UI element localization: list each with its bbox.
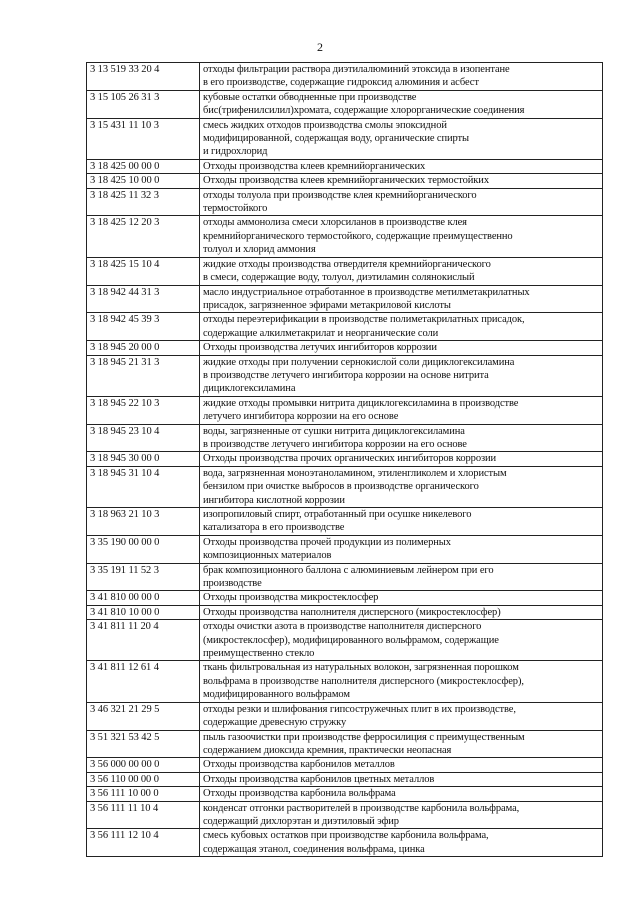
waste-code-cell: 3 15 431 11 10 3 [87,118,200,159]
waste-code-cell: 3 41 811 12 61 4 [87,661,200,702]
waste-description-cell: Отходы производства прочих органических ингибиторов коррозии [200,452,603,466]
page-number: 2 [317,40,323,54]
waste-description-cell: воды, загрязненные от сушки нитрита дициклогексиламина в производстве летучего ингибитора коррозии на его основе [200,424,603,452]
waste-description-cell: жидкие отходы при получении сернокислой соли дициклогексиламина в производстве летучего ингибитора коррозии на основе нитрита дициклогексиламина [200,355,603,396]
waste-description-cell: масло индустриальное отработанное в производстве метилметакрилатных присадок, загрязненное эфирами метакриловой кислоты [200,285,603,313]
waste-description-cell: изопропиловый спирт, отработанный при осушке никелевого катализатора в его производстве [200,508,603,536]
table-row [87,396,603,424]
waste-code-cell: 3 56 111 11 10 4 [87,801,200,829]
waste-code-cell: 3 41 810 10 00 0 [87,605,200,619]
waste-description-cell: конденсат отгонки растворителей в производстве карбонила вольфрама, содержащий дихлорэтан и диэтиловый эфир [200,801,603,829]
table-row [87,591,603,605]
waste-description-cell: отходы аммонолиза смеси хлорсиланов в производстве клея кремнийорганического термостойкого, содержащие преимущественно толуол и хлорид аммония [200,216,603,257]
waste-description-cell: пыль газоочистки при производстве ферросилиция с преимущественным содержанием диоксида кремния, практически неопасная [200,730,603,758]
waste-code-cell: 3 51 321 53 42 5 [87,730,200,758]
waste-code-cell: 3 18 945 20 00 0 [87,341,200,355]
waste-code-cell: 3 18 425 15 10 4 [87,257,200,285]
waste-description-cell: Отходы производства клеев кремнийорганических [200,159,603,173]
waste-code-cell: 3 18 945 21 31 3 [87,355,200,396]
waste-description-cell: брак композиционного баллона с алюминиевым лейнером при его производстве [200,563,603,591]
table-row [87,829,603,857]
waste-code-cell: 3 18 425 11 32 3 [87,188,200,216]
table-row [87,772,603,786]
waste-code-cell: 3 35 191 11 52 3 [87,563,200,591]
table-row [87,216,603,257]
waste-description-cell: отходы резки и шлифования гипсостружечных плит в их производстве, содержащие древесную стружку [200,702,603,730]
table-row [87,801,603,829]
table-row [87,605,603,619]
table-row [87,285,603,313]
waste-description-cell: вода, загрязненная моноэтаноламином, этиленгликолем и хлористым бензилом при очистке выбросов в производстве органического ингибитора кислотной коррозии [200,466,603,507]
waste-description-cell: ткань фильтровальная из натуральных волокон, загрязненная порошком вольфрама в производстве наполнителя дисперсного (микростеклосфер), модифицированного вольфрамом [200,661,603,702]
table-row [87,758,603,772]
waste-description-cell: жидкие отходы производства отвердителя кремнийорганического в смеси, содержащие воду, толуол, диэтиламин солянокислый [200,257,603,285]
waste-code-cell: 3 18 945 31 10 4 [87,466,200,507]
table-row [87,63,603,91]
table-row [87,620,603,661]
waste-code-cell: 3 18 942 44 31 3 [87,285,200,313]
waste-code-cell: 3 18 425 10 00 0 [87,174,200,188]
waste-description-cell: Отходы производства прочей продукции из полимерных композиционных материалов [200,535,603,563]
waste-description-cell: Отходы производства наполнителя дисперсного (микростеклосфер) [200,605,603,619]
waste-description-cell: смесь жидких отходов производства смолы эпоксидной модифицированной, содержащая воду, органические спирты и гидрохлорид [200,118,603,159]
waste-description-cell: Отходы производства карбонила вольфрама [200,787,603,801]
waste-description-cell: Отходы производства карбонилов цветных металлов [200,772,603,786]
table-row [87,90,603,118]
table-row [87,313,603,341]
table-body [87,63,603,857]
waste-code-cell: 3 41 811 11 20 4 [87,620,200,661]
table-row [87,355,603,396]
waste-code-cell: 3 18 945 23 10 4 [87,424,200,452]
waste-code-cell: 3 18 945 22 10 3 [87,396,200,424]
waste-code-cell: 3 13 519 33 20 4 [87,63,200,91]
waste-code-cell: 3 56 111 10 00 0 [87,787,200,801]
waste-description-cell: Отходы производства микростеклосфер [200,591,603,605]
table-row [87,702,603,730]
waste-description-cell: отходы фильтрации раствора диэтилалюминий этоксида в изопентане в его производстве, содержащие гидроксид алюминия и асбест [200,63,603,91]
waste-code-cell: 3 18 425 00 00 0 [87,159,200,173]
waste-code-cell: 3 46 321 21 29 5 [87,702,200,730]
table-row [87,508,603,536]
waste-code-cell: 3 56 000 00 00 0 [87,758,200,772]
table-row [87,661,603,702]
waste-classification-table [86,62,603,857]
table-row [87,257,603,285]
waste-description-cell: жидкие отходы промывки нитрита дициклогексиламина в производстве летучего ингибитора коррозии на его основе [200,396,603,424]
waste-code-cell: 3 18 945 30 00 0 [87,452,200,466]
waste-code-cell: 3 41 810 00 00 0 [87,591,200,605]
table-row [87,563,603,591]
waste-description-cell: Отходы производства карбонилов металлов [200,758,603,772]
waste-description-cell: смесь кубовых остатков при производстве карбонила вольфрама, содержащая этанол, соединения вольфрама, цинка [200,829,603,857]
waste-description-cell: Отходы производства летучих ингибиторов коррозии [200,341,603,355]
table-row [87,118,603,159]
waste-code-cell: 3 35 190 00 00 0 [87,535,200,563]
waste-code-cell: 3 18 942 45 39 3 [87,313,200,341]
table-row [87,466,603,507]
waste-description-cell: кубовые остатки обводненные при производстве бис(трифенилсилил)хромата, содержащие хлорорганические соединения [200,90,603,118]
waste-description-cell: отходы толуола при производстве клея кремнийорганического термостойкого [200,188,603,216]
table-row [87,424,603,452]
table-row [87,535,603,563]
table-row [87,174,603,188]
waste-code-cell: 3 56 110 00 00 0 [87,772,200,786]
table-row [87,452,603,466]
waste-code-cell: 3 18 425 12 20 3 [87,216,200,257]
waste-code-cell: 3 18 963 21 10 3 [87,508,200,536]
waste-code-cell: 3 15 105 26 31 3 [87,90,200,118]
waste-description-cell: отходы переэтерификации в производстве полиметакрилатных присадок, содержащие алкилметакрилат и неорганические соли [200,313,603,341]
waste-description-cell: отходы очистки азота в производстве наполнителя дисперсного (микростеклосфер), модифицированного вольфрамом, содержащие преимущественно стекло [200,620,603,661]
table-row [87,787,603,801]
table-row [87,730,603,758]
waste-code-cell: 3 56 111 12 10 4 [87,829,200,857]
table-row [87,341,603,355]
table-row [87,159,603,173]
table-row [87,188,603,216]
waste-description-cell: Отходы производства клеев кремнийорганических термостойких [200,174,603,188]
